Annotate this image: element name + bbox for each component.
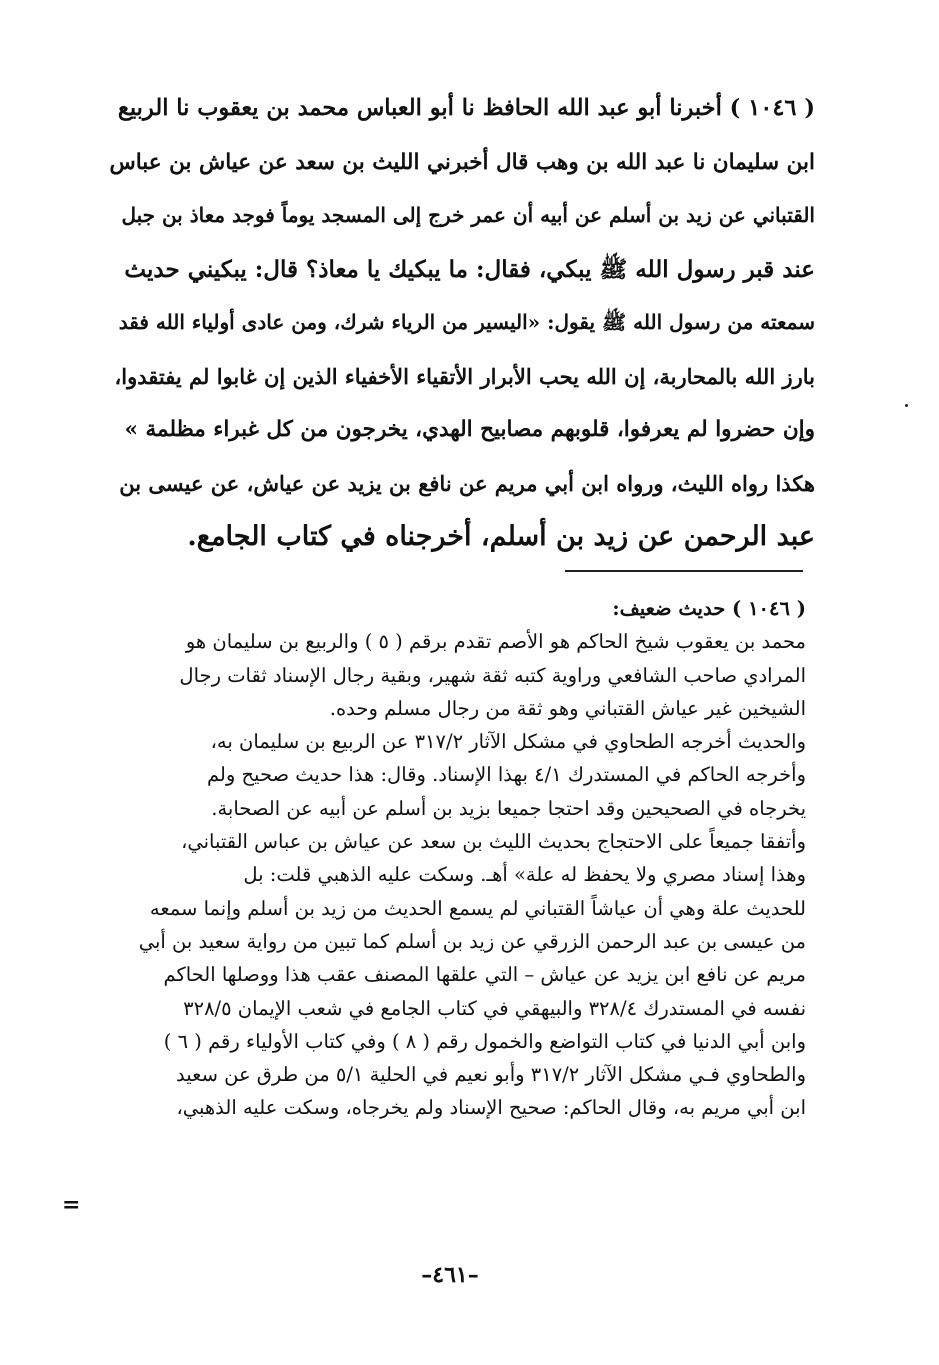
footnote-line: وهذا إسناد مصري ولا يحفظ له علة» أهـ. وسكت عليه الذهبي قلت: بل <box>243 863 806 887</box>
footnote-line: والطحاوي فـي مشكل الآثار ٣١٧/٢ وأبو نعيم في الحلية ٥/١ من طرق عن سعيد <box>176 1063 806 1087</box>
footnotes <box>88 592 806 1125</box>
footnote-line: والحديث أخرجه الطحاوي في مشكل الآثار ٣١٧/٢ عن الربيع بن سليمان به، <box>210 730 806 754</box>
hadith-line: هكذا رواه الليث، ورواه ابن أبي مريم عن نافع بن يزيد عن عياش، عن عيسى بن <box>119 470 815 496</box>
footnote-line: للحديث علة وهي أن عياشاً القتباني لم يسمع الحديث من زيد بن أسلم وإنما سمعه <box>149 896 806 920</box>
footnote-line: وأخرجه الحاكم في المستدرك ٤/١ بهذا الإسناد. وقال: هذا حديث صحيح ولم <box>206 763 806 787</box>
hadith-line: عبد الرحمن عن زيد بن أسلم، أخرجناه في كتاب الجامع. <box>187 521 815 552</box>
footnote-line: المرادي صاحب الشافعي وراوية كتبه ثقة شهير، وبقية رجال الإسناد ثقات رجال <box>179 663 806 687</box>
stray-dot <box>905 404 908 407</box>
hadith-line: ابن سليمان نا عبد الله بن وهب قال أخبرني الليث بن سعد عن عياش بن عباس <box>109 149 815 175</box>
footnote-line: وأتفقا جميعاً على الاحتجاج بحديث الليث بن سعد عن عياش بن عباس القتباني، <box>181 830 806 854</box>
hadith-text <box>110 82 815 564</box>
footnote-line: نفسه في المستدرك ٣٢٨/٤ والبيهقي في كتاب الجامع في شعب الإيمان ٣٢٨/٥ <box>183 996 806 1020</box>
footnote-line: من عيسى بن عبد الرحمن الزرقي عن زيد بن أسلم كما تبين من رواية سعيد بن أبي <box>138 929 806 953</box>
footnote-line: ابن أبي مريم به، وقال الحاكم: صحيح الإسناد ولم يخرجاه، وسكت عليه الذهبي، <box>176 1096 806 1120</box>
footnote-line: مريم عن نافع ابن يزيد عن عياش – التي علقها المصنف عقب هذا ووصلها الحاكم <box>163 963 806 987</box>
hadith-line: وإن حضروا لم يعرفوا، قلوبهم مصابيح الهدي، يخرجون من كل غبراء مظلمة » <box>124 417 815 442</box>
footnote-divider <box>565 570 803 572</box>
hadith-line: القتباني عن زيد بن أسلم عن أبيه أن عمر خرج إلى المسجد يوماً فوجد معاذ بن جبل <box>121 203 815 227</box>
hadith-line: بارز الله بالمحاربة، إن الله يحب الأبرار الأتقياء الأخفياء الذين إن غابوا لم يفتقدوا، <box>114 363 815 389</box>
footnote-heading: ( ١٠٤٦ ) حديث ضعيف: <box>612 597 806 620</box>
footnote-line: محمد بن يعقوب شيخ الحاكم هو الأصم تقدم برقم ( ٥ ) والربيع بن سليمان هو <box>185 630 806 654</box>
footnote-line: وابن أبي الدنيا في كتاب التواضع والخمول رقم ( ٨ ) وفي كتاب الأولياء رقم ( ٦ ) <box>163 1029 806 1053</box>
hadith-line: عند قبر رسول الله ﷺ يبكي، فقال: ما يبكيك يا معاذ؟ قال: يبكيني حديث <box>124 255 815 283</box>
footnote-line: يخرجاه في الصحيحين وقد احتجا جميعا بزيد بن أسلم عن أبيه عن الصحابة. <box>211 796 806 820</box>
hadith-line: سمعته من رسول الله ﷺ يقول: «اليسير من الرياء شرك، ومن عادى أولياء الله فقد <box>118 310 815 334</box>
page-number: –٤٦١– <box>421 1262 479 1288</box>
footnote-line: الشيخين غير عياش القتباني وهو ثقة من رجال مسلم وحده. <box>329 696 806 720</box>
continuation-mark: = <box>62 1192 81 1218</box>
hadith-line: ( ١٠٤٦ ) أخبرنا أبو عبد الله الحافظ نا أبو العباس محمد بن يعقوب نا الربيع <box>117 95 815 121</box>
